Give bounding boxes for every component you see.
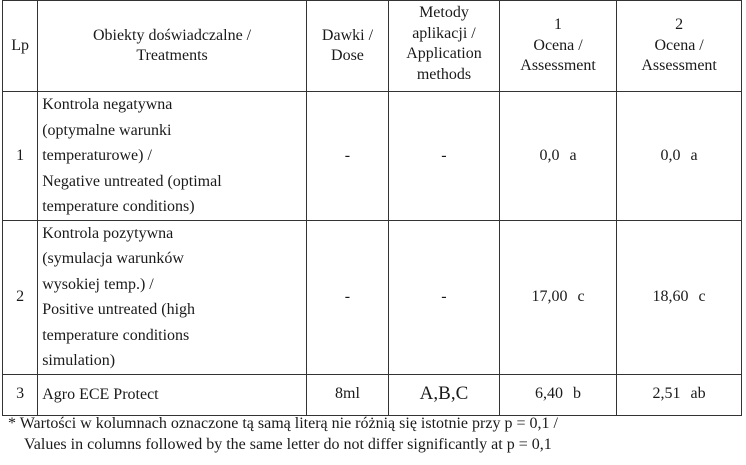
significance-group: c	[577, 287, 585, 305]
header-assessment-number: 1	[554, 16, 563, 34]
header-assessment-line: Assessment	[641, 57, 717, 75]
treatment-line: Negative untreated (optimal	[42, 172, 222, 190]
cell-methods: A,B,C	[389, 374, 500, 415]
treatment-line: wysokiej temp.) /	[42, 275, 154, 293]
treatment-line: temperaturowe) /	[42, 147, 152, 164]
header-methods-line: Metody	[419, 4, 469, 21]
header-assessment-line: Assessment	[520, 57, 596, 75]
cell-methods: -	[389, 92, 500, 221]
cell-dose: -	[306, 220, 388, 374]
significance-group: a	[569, 146, 577, 164]
cell-lp: 2	[3, 220, 38, 374]
cell-lp: 3	[3, 374, 38, 415]
cell-lp: 1	[3, 92, 38, 221]
footnote	[8, 413, 558, 455]
significance-group: b	[573, 385, 582, 403]
treatment-line: Kontrola pozytywna	[42, 224, 174, 242]
header-treatments-line: Treatments	[136, 47, 208, 64]
header-assessment-2	[617, 1, 742, 92]
footnote-line-2: Values in columns followed by the same letter do not differ significantly at p = 0,1	[24, 436, 552, 453]
header-methods-line: aplikacji /	[412, 24, 476, 42]
significance-group: ab	[690, 385, 706, 403]
results-table	[2, 0, 742, 416]
cell-methods: -	[389, 220, 500, 374]
header-dose-line: Dose	[331, 47, 364, 64]
header-assessment-line: Ocena /	[533, 36, 583, 54]
cell-assessment-1	[499, 92, 616, 221]
assessment-value: 0,0	[660, 146, 681, 164]
cell-assessment-2	[617, 374, 742, 415]
assessment-value: 0,0	[539, 146, 560, 164]
cell-assessment-1	[499, 374, 616, 415]
assessment-value: 2,51	[652, 385, 681, 403]
treatment-line: temperature conditions)	[42, 198, 195, 215]
header-treatments-line: Obiekty doświadczalne /	[92, 26, 252, 44]
table-row	[3, 220, 742, 374]
header-treatments	[38, 1, 307, 92]
treatment-line: (symulacja warunków	[42, 250, 184, 267]
significance-group: a	[690, 146, 698, 164]
assessment-value: 6,40	[535, 385, 564, 403]
cell-dose: -	[306, 92, 388, 221]
header-assessment-number: 2	[675, 16, 684, 34]
header-methods-line: methods	[416, 65, 472, 83]
treatment-line: Positive untreated (high	[42, 301, 196, 318]
header-assessment-line: Ocena /	[654, 36, 704, 54]
treatment-line: simulation)	[42, 352, 116, 369]
header-methods-line: Application	[406, 45, 482, 62]
table-row	[3, 92, 742, 221]
header-lp: Lp	[3, 1, 38, 92]
header-dose-line: Dawki /	[321, 26, 374, 44]
cell-treatment	[38, 92, 307, 221]
footnote-line-1: * Wartości w kolumnach oznaczone tą samą literą nie różnią się istotnie przy p = 0,1 /	[8, 415, 558, 432]
header-assessment-1	[499, 1, 616, 92]
treatment-line: temperature conditions	[42, 326, 190, 344]
treatment-line: Kontrola negatywna	[42, 96, 173, 113]
table-row	[3, 374, 742, 415]
cell-treatment	[38, 220, 307, 374]
assessment-value: 18,60	[652, 287, 689, 305]
significance-group: c	[698, 287, 706, 305]
header-row	[3, 1, 742, 92]
cell-assessment-2	[617, 220, 742, 374]
assessment-value: 17,00	[531, 287, 568, 305]
cell-treatment	[38, 374, 307, 415]
cell-assessment-1	[499, 220, 616, 374]
header-methods	[389, 1, 500, 92]
cell-assessment-2	[617, 92, 742, 221]
treatment-line: Agro ECE Protect	[42, 385, 159, 403]
treatment-line: (optymalne warunki	[42, 121, 172, 139]
cell-dose: 8ml	[306, 374, 388, 415]
header-dose	[306, 1, 388, 92]
